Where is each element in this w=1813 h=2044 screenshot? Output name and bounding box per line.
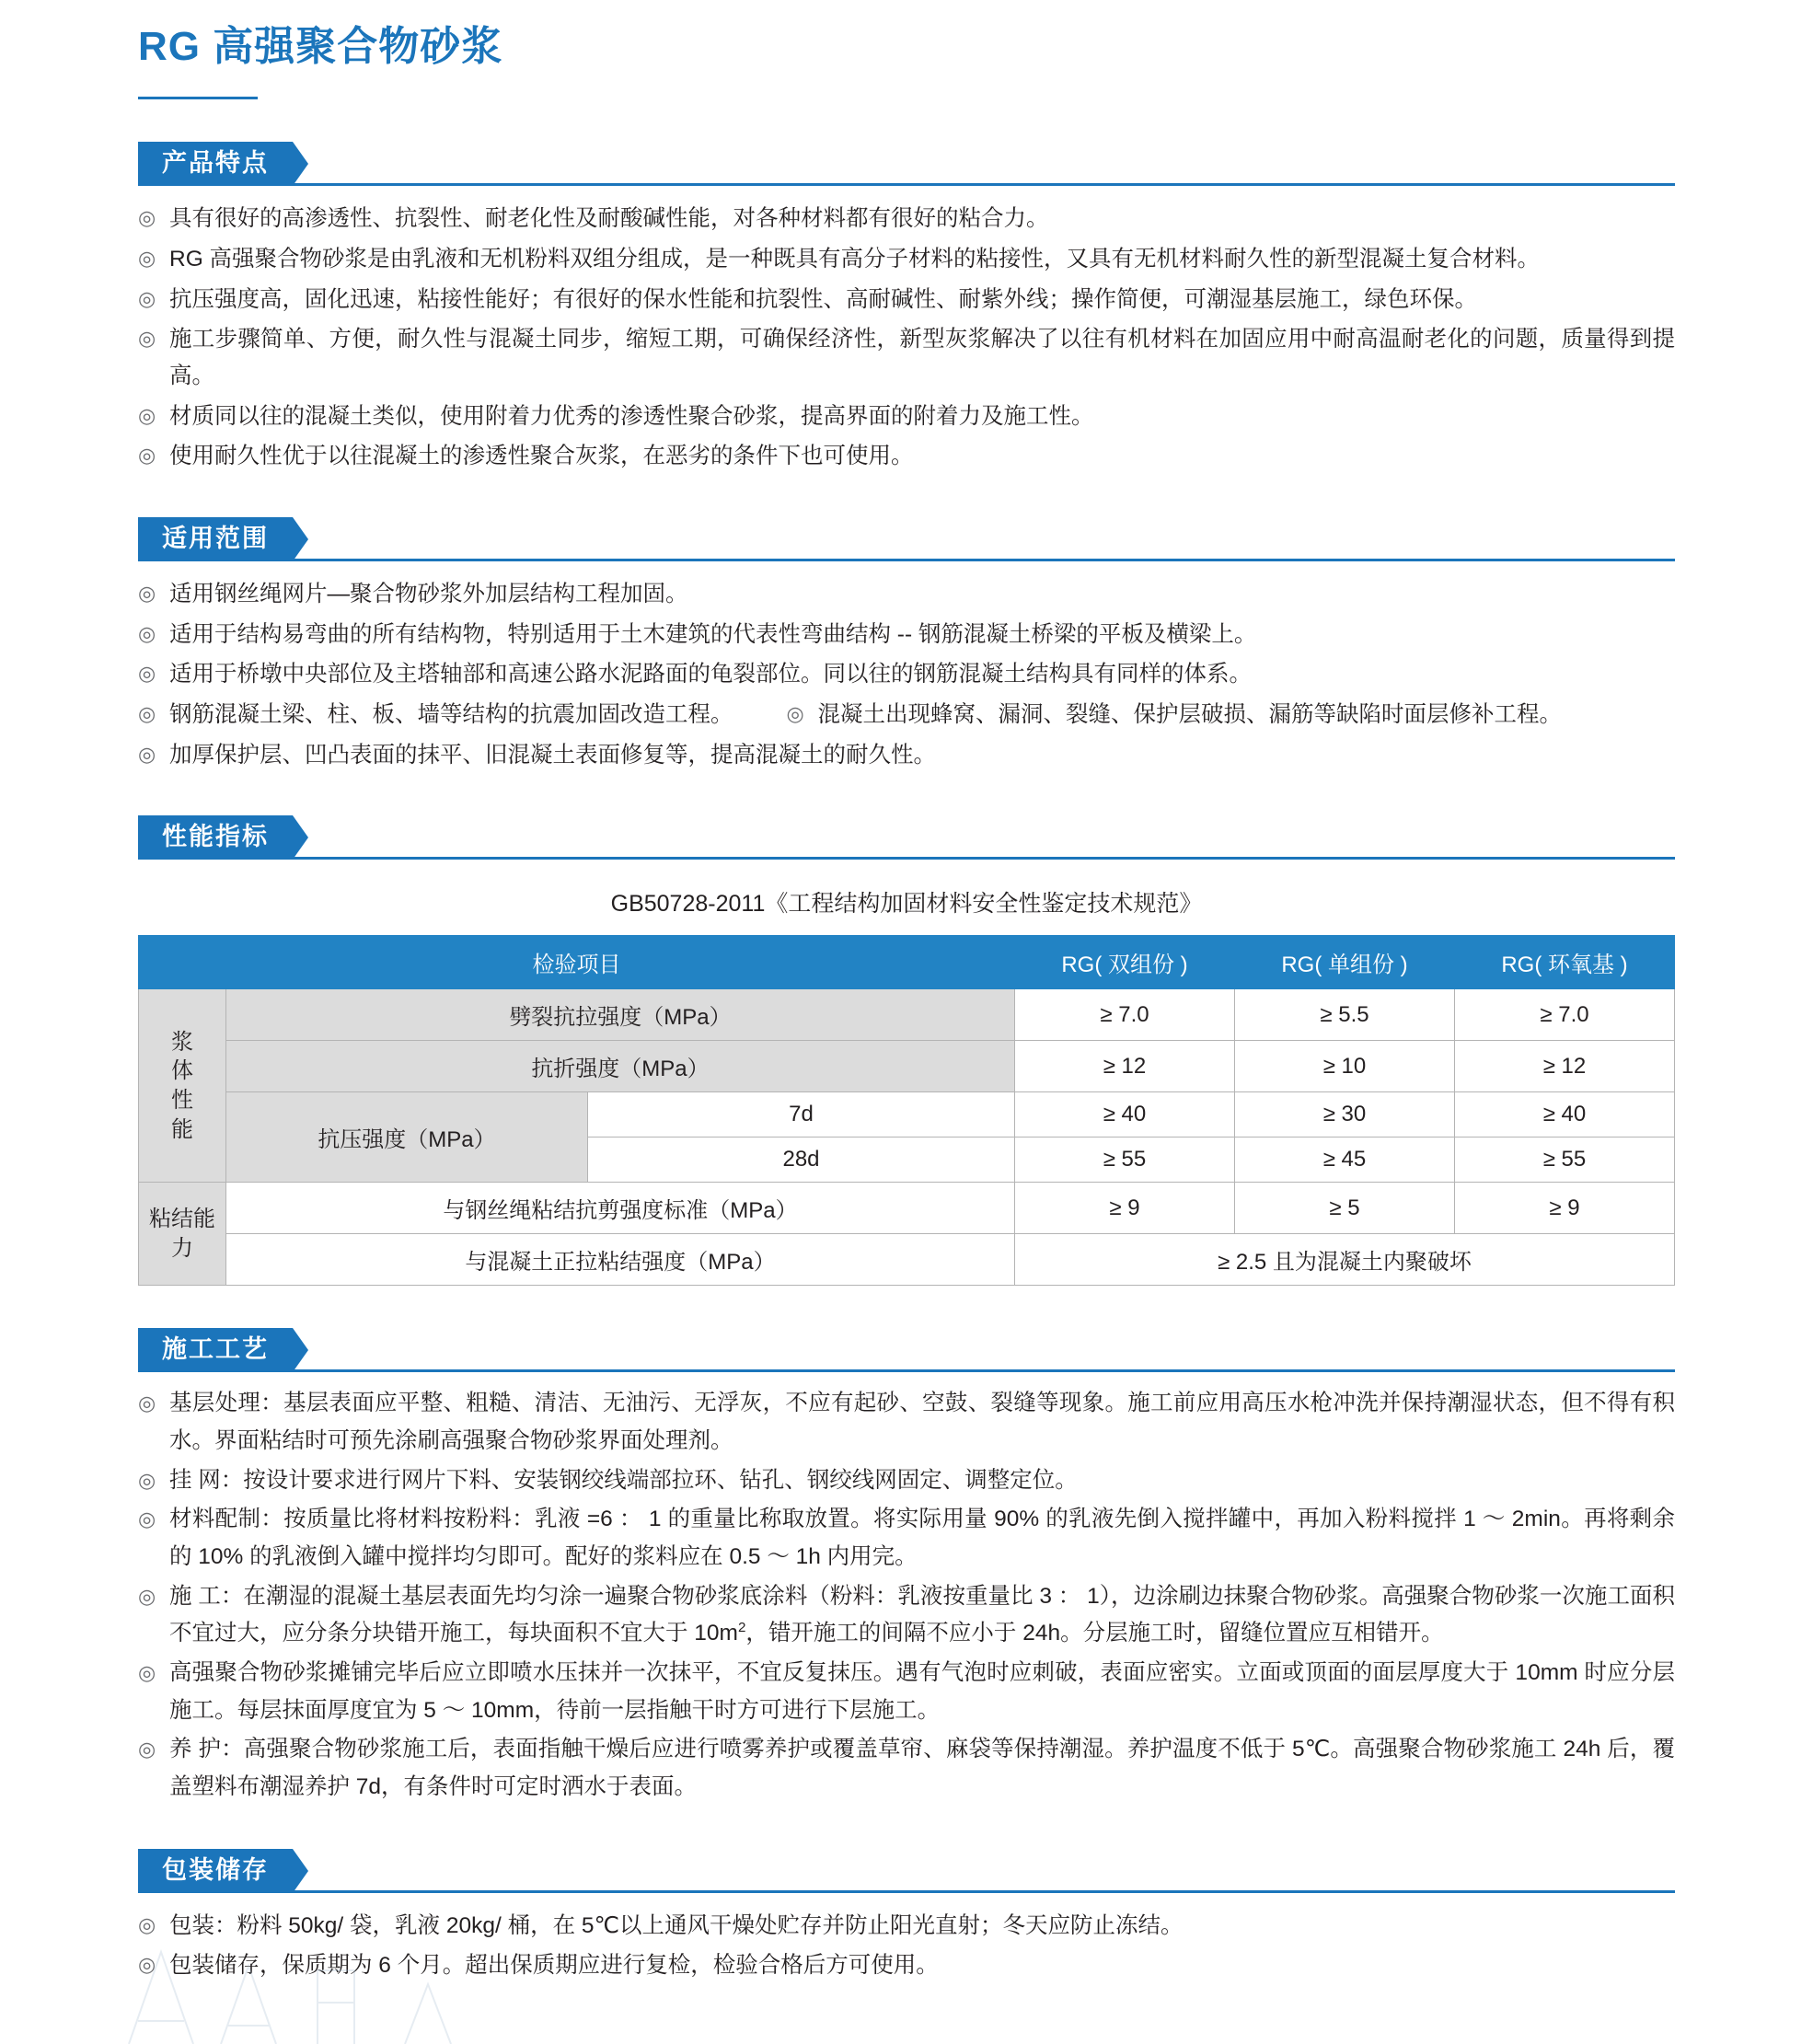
performance-table: [138, 935, 1675, 1286]
list-item: ◎ 材料配制：按质量比将材料按粉料：乳液 =6 ： 1 的重量比称取放置。将实际用量 90% 的乳液先倒入搅拌罐中，再加入粉料搅拌 1 ～ 2min。再将剩余的 10% 的乳液倒入罐中搅拌均匀即可。配好的浆料应在 0.5 ～ 1h 内用完。: [138, 1501, 1675, 1576]
section-heading-wrap: [138, 1328, 1675, 1372]
section-construction-process: [0, 1328, 1813, 1806]
section-heading-label: 施工工艺: [138, 1328, 293, 1372]
bottom-spacer: [0, 1988, 1813, 2025]
table-header-cell: 检验项目: [139, 936, 1015, 989]
section-application-scope: [0, 517, 1813, 773]
application-list: [138, 576, 1675, 773]
packaging-list: [138, 1908, 1675, 1984]
row-label: 劈裂抗拉强度（MPa）: [226, 989, 1015, 1041]
cell-value: ≥ 30: [1235, 1092, 1455, 1137]
row-sublabel: 7d: [588, 1092, 1015, 1137]
cell-value: ≥ 40: [1015, 1092, 1235, 1137]
section-heading-rule: [138, 857, 1675, 860]
cell-value: ≥ 7.0: [1015, 989, 1235, 1041]
section-product-features: [0, 142, 1813, 475]
section-performance: [0, 815, 1813, 1286]
table-header-cell: RG( 单组份 ): [1235, 936, 1455, 989]
table-header-cell: RG( 双组份 ): [1015, 936, 1235, 989]
list-item: ◎ 适用于桥墩中央部位及主塔轴部和高速公路水泥路面的龟裂部位。同以往的钢筋混凝土结构具有同样的体系。: [138, 656, 1675, 693]
section-packaging-storage: [0, 1849, 1813, 1984]
list-item: ◎ 使用耐久性优于以往混凝土的渗透性聚合灰浆，在恶劣的条件下也可使用。: [138, 438, 1675, 475]
list-item: ◎ 基层处理：基层表面应平整、粗糙、清洁、无油污、无浮灰，不应有起砂、空鼓、裂缝等现象。施工前应用高压水枪冲洗并保持潮湿状态，但不得有积水。界面粘结时可预先涂刷高强聚合物砂浆界面处理剂。: [138, 1385, 1675, 1460]
section-heading-label: 性能指标: [138, 815, 293, 860]
section-heading-rule: [138, 1890, 1675, 1893]
row-label: 与混凝土正拉粘结强度（MPa）: [226, 1234, 1015, 1286]
table-row: [139, 1092, 1675, 1137]
cell-value: ≥ 7.0: [1455, 989, 1675, 1041]
row-group-label-slurry: 浆 体 性 能: [139, 989, 226, 1183]
list-item: ◎ 养 护：高强聚合物砂浆施工后，表面指触干燥后应进行喷雾养护或覆盖草帘、麻袋等保持潮湿。养护温度不低于 5℃。高强聚合物砂浆施工 24h 后，覆盖塑料布潮湿养护 7d，有条件时可定时洒水于表面。: [138, 1731, 1675, 1806]
section-heading-label: 包装储存: [138, 1849, 293, 1893]
table-header-cell: RG( 环氧基 ): [1455, 936, 1675, 989]
cell-value: ≥ 9: [1015, 1183, 1235, 1234]
list-item: ◎ 适用钢丝绳网片—聚合物砂浆外加层结构工程加固。: [138, 576, 1675, 613]
construction-part2: ，错开施工的间隔不应小于 24h。分层施工时，留缝位置应互相错开。: [745, 1621, 1444, 1646]
row-label: 与钢丝绳粘结抗剪强度标准（MPa）: [226, 1183, 1015, 1234]
list-item-left: 钢筋混凝土梁、柱、板、墙等结构的抗震加固改造工程。: [169, 702, 733, 728]
cell-value: ≥ 10: [1235, 1041, 1455, 1092]
cell-value: ≥ 5: [1235, 1183, 1455, 1234]
cell-value: ≥ 55: [1455, 1137, 1675, 1183]
list-item-split: [138, 697, 1675, 733]
cell-value: ≥ 40: [1455, 1092, 1675, 1137]
cell-value: ≥ 55: [1015, 1137, 1235, 1183]
construction-list: [138, 1385, 1675, 1806]
cell-value: ≥ 12: [1455, 1041, 1675, 1092]
table-row: [139, 989, 1675, 1041]
cell-value-merged: ≥ 2.5 且为混凝土内聚破坏: [1015, 1234, 1675, 1286]
cell-value: ≥ 12: [1015, 1041, 1235, 1092]
list-item: ◎ 加厚保护层、凹凸表面的抹平、旧混凝土表面修复等，提高混凝土的耐久性。: [138, 737, 1675, 774]
list-item: ◎ 施工步骤简单、方便，耐久性与混凝土同步，缩短工期，可确保经济性，新型灰浆解决了以往有机材料在加固应用中耐高温耐老化的问题，质量得到提高。: [138, 321, 1675, 394]
table-row: [139, 1234, 1675, 1286]
cell-value: ≥ 5.5: [1235, 989, 1455, 1041]
section-heading-wrap: [138, 1849, 1675, 1893]
section-heading-rule: [138, 1369, 1675, 1372]
list-item: ◎ 抗压强度高，固化迅速，粘接性能好；有很好的保水性能和抗裂性、高耐碱性、耐紫外线；操作简便，可潮湿基层施工，绿色环保。: [138, 282, 1675, 318]
row-label: 抗压强度（MPa）: [226, 1092, 588, 1183]
table-header-row: [139, 936, 1675, 989]
table-caption: GB50728-2011《工程结构加固材料安全性鉴定技术规范》: [610, 891, 1203, 918]
title-underline: [138, 97, 258, 99]
cell-value: ≥ 9: [1455, 1183, 1675, 1234]
table-row: [139, 1183, 1675, 1234]
list-item: ◎ 高强聚合物砂浆摊铺完毕后应立即喷水压抹并一次抹平，不宜反复抹压。遇有气泡时应刺破，表面应密实。立面或顶面的面层厚度大于 10mm 时应分层施工。每层抹面厚度宜为 5 ～ 10mm，待前一层指触干时方可进行下层施工。: [138, 1655, 1675, 1729]
section-heading-rule: [138, 183, 1675, 186]
list-item: ◎ 包装：粉料 50kg/ 袋，乳液 20kg/ 桶，在 5℃以上通风干燥处贮存并防止阳光直射；冬天应防止冻结。: [138, 1908, 1675, 1945]
list-item: ◎ 包装储存，保质期为 6 个月。超出保质期应进行复检，检验合格后方可使用。: [138, 1947, 1675, 1984]
row-sublabel: 28d: [588, 1137, 1015, 1183]
section-heading-wrap: [138, 815, 1675, 860]
list-item-right: ◎ 混凝土出现蜂窝、漏洞、裂缝、保护层破损、漏筋等缺陷时面层修补工程。: [787, 697, 1563, 733]
cell-value: ≥ 45: [1235, 1137, 1455, 1183]
list-item: ◎ RG 高强聚合物砂浆是由乳液和无机粉料双组分组成，是一种既具有高分子材料的粘接性，又具有无机材料耐久性的新型混凝土复合材料。: [138, 241, 1675, 278]
table-row: [139, 1041, 1675, 1092]
list-item: ◎ 材质同以往的混凝土类似，使用附着力优秀的渗透性聚合砂浆，提高界面的附着力及施工性。: [138, 398, 1675, 435]
construction-part1: 施 工：在潮湿的混凝土基层表面先均匀涂一遍聚合物砂浆底涂料（粉料：乳液按重量比 3 ： 1），边涂刷边抹聚合物砂浆。高强聚合物砂浆一次施工面积不宜过大，应分条分块错开施工，每块面积不宜大于 10m: [169, 1583, 1675, 1646]
list-item: ◎ 适用于结构易弯曲的所有结构物，特别适用于土木建筑的代表性弯曲结构 -- 钢筋混凝土桥梁的平板及横梁上。: [138, 617, 1675, 653]
row-group-label-bond: 粘结能 力: [139, 1183, 226, 1286]
list-item: ◎ 挂 网：按设计要求进行网片下料、安装钢绞线端部拉环、钻孔、钢绞线网固定、调整定位。: [138, 1462, 1675, 1500]
page-title: RG 高强聚合物砂浆: [138, 24, 503, 69]
section-heading-label: 适用范围: [138, 517, 293, 561]
row-label: 抗折强度（MPa）: [226, 1041, 1015, 1092]
section-heading-wrap: [138, 142, 1675, 186]
section-heading-wrap: [138, 517, 1675, 561]
section-heading-label: 产品特点: [138, 142, 293, 186]
feature-list: [138, 201, 1675, 475]
construction-superscript: 2: [737, 1620, 746, 1636]
list-item: ◎ 具有很好的高渗透性、抗裂性、耐老化性及耐酸碱性能，对各种材料都有很好的粘合力。: [138, 201, 1675, 237]
title-block: [0, 0, 1813, 99]
section-heading-rule: [138, 559, 1675, 561]
list-item-construction: [138, 1578, 1675, 1653]
